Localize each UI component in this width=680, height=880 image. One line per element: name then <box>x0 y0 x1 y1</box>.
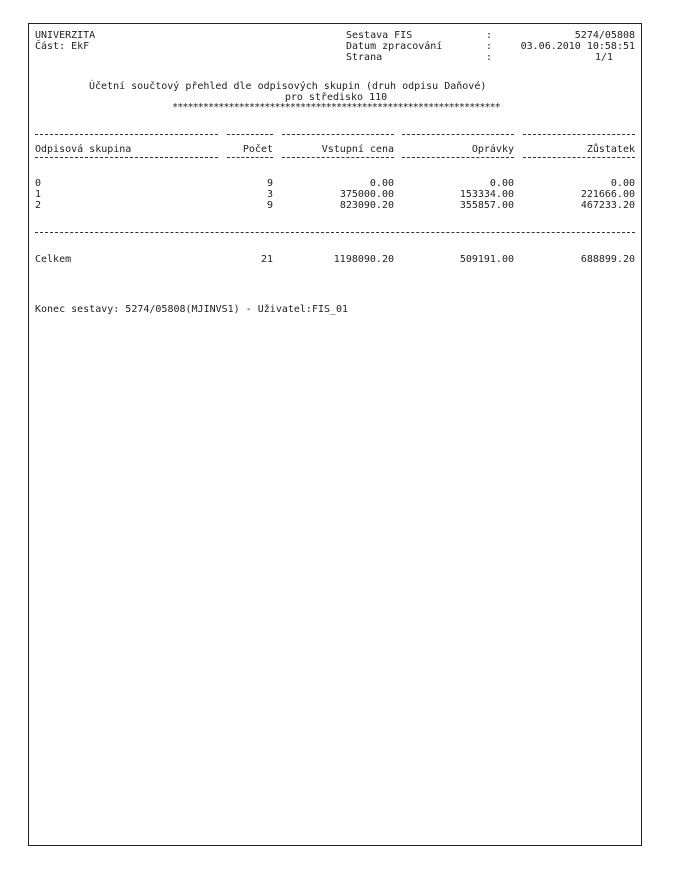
row-input-price: 375000.00 <box>339 189 394 200</box>
dash-bottom-col3 <box>282 157 394 158</box>
dash-top-col2 <box>227 134 273 135</box>
dash-bottom-col5 <box>523 157 635 158</box>
report-title: Účetní součtový přehled dle odpisových skupin (druh odpisu Daňové) <box>89 81 487 92</box>
total-count: 21 <box>260 254 273 265</box>
row-balance: 221666.00 <box>580 189 635 200</box>
report-page <box>28 23 642 846</box>
meta-sep-page: : <box>486 52 493 63</box>
dash-top-col1 <box>35 134 218 135</box>
row-input-price: 823090.20 <box>339 200 394 211</box>
col-header-count: Počet <box>242 144 273 155</box>
meta-label-page: Strana <box>346 52 383 63</box>
row-depreciation: 355857.00 <box>459 200 514 211</box>
row-count: 3 <box>266 189 273 200</box>
row-balance: 0.00 <box>610 178 635 189</box>
meta-label-date: Datum zpracování <box>346 41 443 52</box>
row-group: 1 <box>35 189 42 200</box>
row-count: 9 <box>266 178 273 189</box>
dash-bottom-col2 <box>227 157 273 158</box>
col-header-balance: Zůstatek <box>586 144 635 155</box>
report-subtitle: pro středisko 110 <box>284 92 388 103</box>
meta-sep-report: : <box>486 30 493 41</box>
dash-top-col4 <box>402 134 514 135</box>
meta-sep-date: : <box>486 41 493 52</box>
row-input-price: 0.00 <box>369 178 394 189</box>
row-group: 2 <box>35 200 42 211</box>
dash-top-col3 <box>282 134 394 135</box>
meta-value-date: 03.06.2010 10:58:51 <box>520 41 635 52</box>
title-underline-stars: **************************************************************** <box>172 102 500 113</box>
col-header-depreciation: Oprávky <box>471 144 514 155</box>
col-header-input-price: Vstupní cena <box>321 144 394 155</box>
report-footer: Konec sestavy: 5274/05808(MJINVS1) - Uživatel:FIS_01 <box>35 304 349 315</box>
dash-top-col5 <box>523 134 635 135</box>
meta-value-page: 1/1 <box>594 52 613 63</box>
total-label: Celkem <box>35 254 72 265</box>
total-separator <box>35 232 635 233</box>
dash-bottom-col4 <box>402 157 514 158</box>
org-name: UNIVERZITA <box>35 30 96 41</box>
meta-value-report: 5274/05808 <box>574 30 635 41</box>
row-group: 0 <box>35 178 42 189</box>
dash-bottom-col1 <box>35 157 218 158</box>
total-input-price: 1198090.20 <box>333 254 394 265</box>
col-header-group: Odpisová skupina <box>35 144 132 155</box>
row-count: 9 <box>266 200 273 211</box>
total-depreciation: 509191.00 <box>459 254 514 265</box>
row-depreciation: 0.00 <box>489 178 514 189</box>
row-depreciation: 153334.00 <box>459 189 514 200</box>
row-balance: 467233.20 <box>580 200 635 211</box>
org-part: Část: EkF <box>35 41 90 52</box>
total-balance: 688899.20 <box>580 254 635 265</box>
meta-label-report: Sestava FIS <box>346 30 413 41</box>
